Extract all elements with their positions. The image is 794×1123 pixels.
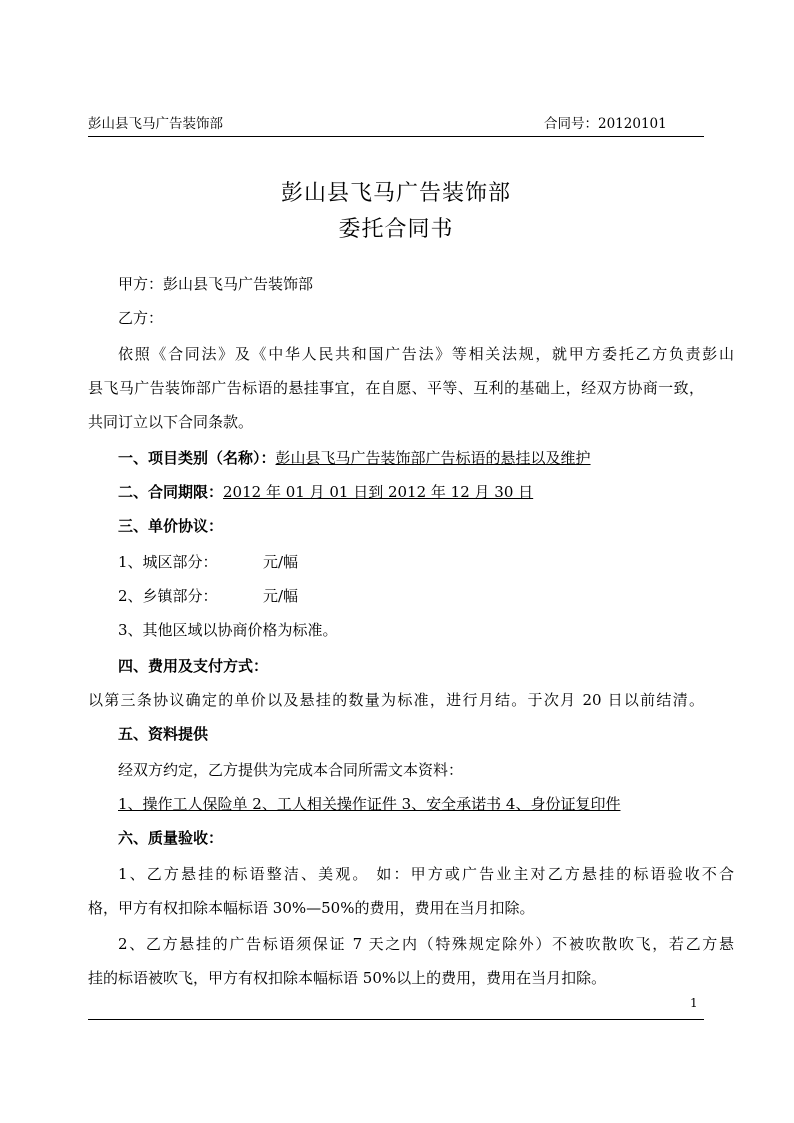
section-6-para-2-line-1: 2、乙方悬挂的广告标语须保证 7 天之内（特殊规定除外）不被吹散吹飞，若乙方悬 xyxy=(118,935,734,953)
section-3-item-1-unit: 元/幅 xyxy=(263,553,299,571)
document-title: 彭山县飞马广告装饰部 xyxy=(280,181,511,206)
document-subtitle: 委托合同书 xyxy=(338,217,454,242)
section-1 xyxy=(88,448,734,468)
section-2 xyxy=(88,482,734,502)
section-3-item-2-label: 2、乡镇部分： xyxy=(118,587,218,605)
section-5-text: 经双方约定，乙方提供为完成本合同所需文本资料： xyxy=(118,761,464,779)
section-1-heading: 一、项目类别（名称）： xyxy=(118,449,276,467)
section-4-text: 以第三条协议确定的单价以及悬挂的数量为标准，进行月结。于次月 20 日以前结清。 xyxy=(88,691,704,709)
intro-line-1: 依照《合同法》及《中华人民共和国广告法》等相关法规，就甲方委托乙方负责彭山 xyxy=(118,345,734,363)
footer-rule xyxy=(88,1019,704,1020)
section-3-item-1-label: 1、城区部分： xyxy=(118,553,218,571)
party-b: 乙方： xyxy=(118,309,164,327)
section-2-heading: 二、合同期限： xyxy=(118,483,224,501)
page-number: 1 xyxy=(690,996,698,1010)
section-3-heading: 三、单价协议： xyxy=(118,517,224,535)
section-3-item-2 xyxy=(88,586,734,606)
page-header xyxy=(88,112,704,137)
section-6-para-1-line-1: 1、乙方悬挂的标语整洁、美观。 如：甲方或广告业主对乙方悬挂的标语验收不合 xyxy=(118,865,734,883)
header-company-name: 彭山县飞马广告装饰部 xyxy=(88,116,223,132)
section-6-para-2-line-2: 挂的标语被吹飞，甲方有权扣除本幅标语 50%以上的费用，费用在当月扣除。 xyxy=(88,969,607,987)
header-contract-number: 合同号：20120101 xyxy=(544,116,667,132)
section-5-heading: 五、资料提供 xyxy=(118,725,209,743)
section-2-value: 2012 年 01 月 01 日到 2012 年 12 月 30 日 xyxy=(223,483,534,501)
section-5-items xyxy=(88,794,734,814)
section-3-item-3: 3、其他区域以协商价格为标准。 xyxy=(118,621,338,639)
party-a: 甲方：彭山县飞马广告装饰部 xyxy=(118,275,314,293)
section-1-value: 彭山县飞马广告装饰部广告标语的悬挂以及维护 xyxy=(275,449,591,467)
section-4-heading: 四、费用及支付方式： xyxy=(118,657,269,675)
intro-line-2: 县飞马广告装饰部广告标语的悬挂事宜，在自愿、平等、互利的基础上，经双方协商一致， xyxy=(88,379,704,397)
section-3-item-1 xyxy=(88,552,734,572)
section-6-heading: 六、质量验收： xyxy=(118,829,224,847)
section-5-items-text: 1、操作工人保险单 2、工人相关操作证件 3、安全承诺书 4、身份证复印件 xyxy=(118,795,621,813)
intro-line-3: 共同订立以下合同条款。 xyxy=(88,413,254,431)
section-6-para-1-line-2: 格，甲方有权扣除本幅标语 30%—50%的费用，费用在当月扣除。 xyxy=(88,899,535,917)
section-3-item-2-unit: 元/幅 xyxy=(263,587,299,605)
